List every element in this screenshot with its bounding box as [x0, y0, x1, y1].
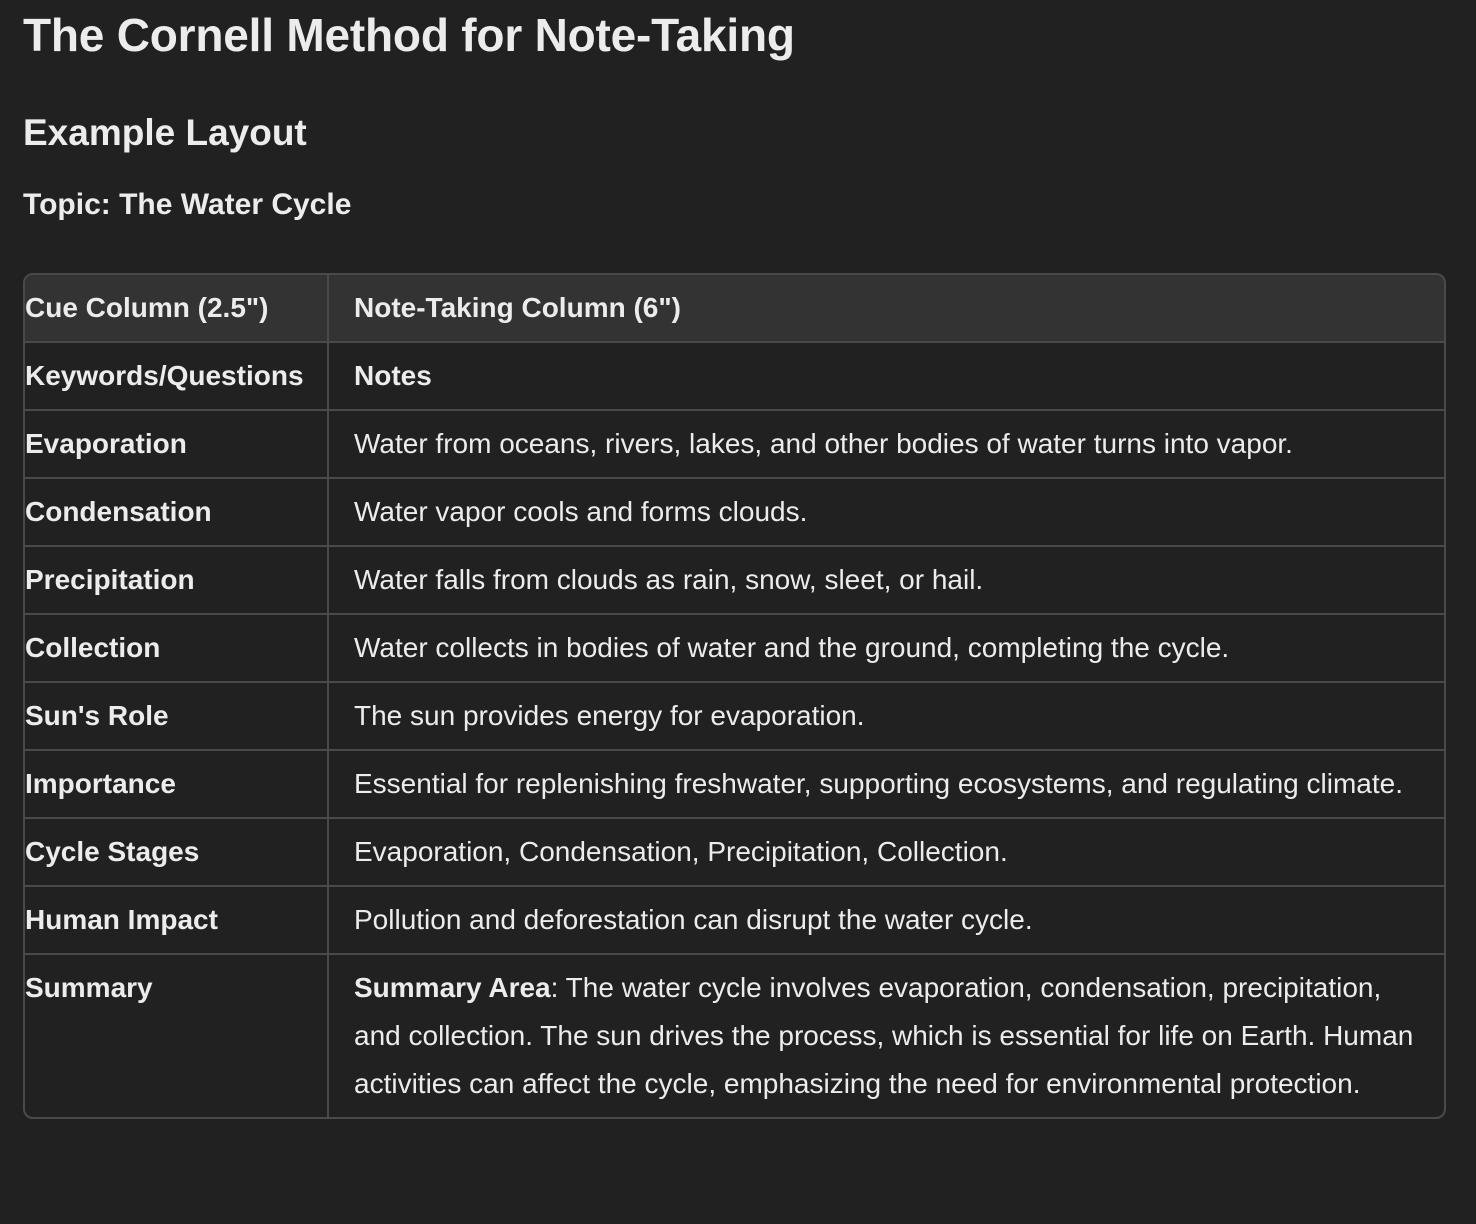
table-row: [25, 614, 1444, 682]
section-heading: Example Layout: [23, 112, 307, 153]
note-cell: Water vapor cools and forms clouds.: [328, 478, 1444, 546]
cornell-table-container: [23, 273, 1446, 1119]
cue-cell: Collection: [25, 614, 328, 682]
note-column-header: Note-Taking Column (6"): [328, 275, 1444, 342]
cue-cell: Precipitation: [25, 546, 328, 614]
note-cell: Evaporation, Condensation, Precipitation, Collection.: [328, 818, 1444, 886]
page-title: The Cornell Method for Note-Taking: [23, 9, 795, 61]
summary-cell: [328, 954, 1444, 1117]
table-row: [25, 750, 1444, 818]
cue-cell: Cycle Stages: [25, 818, 328, 886]
table-row: [25, 818, 1444, 886]
table-row: [25, 682, 1444, 750]
cue-cell: Sun's Role: [25, 682, 328, 750]
table-row: [25, 342, 1444, 410]
cue-cell: Importance: [25, 750, 328, 818]
cue-cell: Summary: [25, 954, 328, 1117]
table-row: [25, 954, 1444, 1117]
cue-cell: Evaporation: [25, 410, 328, 478]
topic-heading: Topic: The Water Cycle: [23, 188, 352, 221]
table-row: [25, 546, 1444, 614]
cue-cell: Keywords/Questions: [25, 342, 328, 410]
table-row: [25, 478, 1444, 546]
note-cell: Water falls from clouds as rain, snow, sleet, or hail.: [328, 546, 1444, 614]
note-cell: Notes: [328, 342, 1444, 410]
summary-label: Summary Area: [354, 972, 551, 1003]
note-cell: Water collects in bodies of water and the ground, completing the cycle.: [328, 614, 1444, 682]
note-cell: Pollution and deforestation can disrupt the water cycle.: [328, 886, 1444, 954]
cue-cell: Human Impact: [25, 886, 328, 954]
cue-column-header: Cue Column (2.5"): [25, 275, 328, 342]
table-row: [25, 886, 1444, 954]
note-cell: The sun provides energy for evaporation.: [328, 682, 1444, 750]
cornell-notes-table: [25, 275, 1444, 1117]
note-cell: Water from oceans, rivers, lakes, and other bodies of water turns into vapor.: [328, 410, 1444, 478]
cue-cell: Condensation: [25, 478, 328, 546]
note-cell: Essential for replenishing freshwater, supporting ecosystems, and regulating climate.: [328, 750, 1444, 818]
summary-text: : The water cycle involves evaporation, condensation, precipitation, and collection. The sun drives the process, which is essential for life on Earth. Human activities can affect the cycle, emphasizing the need for environmental protection.: [354, 972, 1414, 1099]
table-header-row: [25, 275, 1444, 342]
table-row: [25, 410, 1444, 478]
